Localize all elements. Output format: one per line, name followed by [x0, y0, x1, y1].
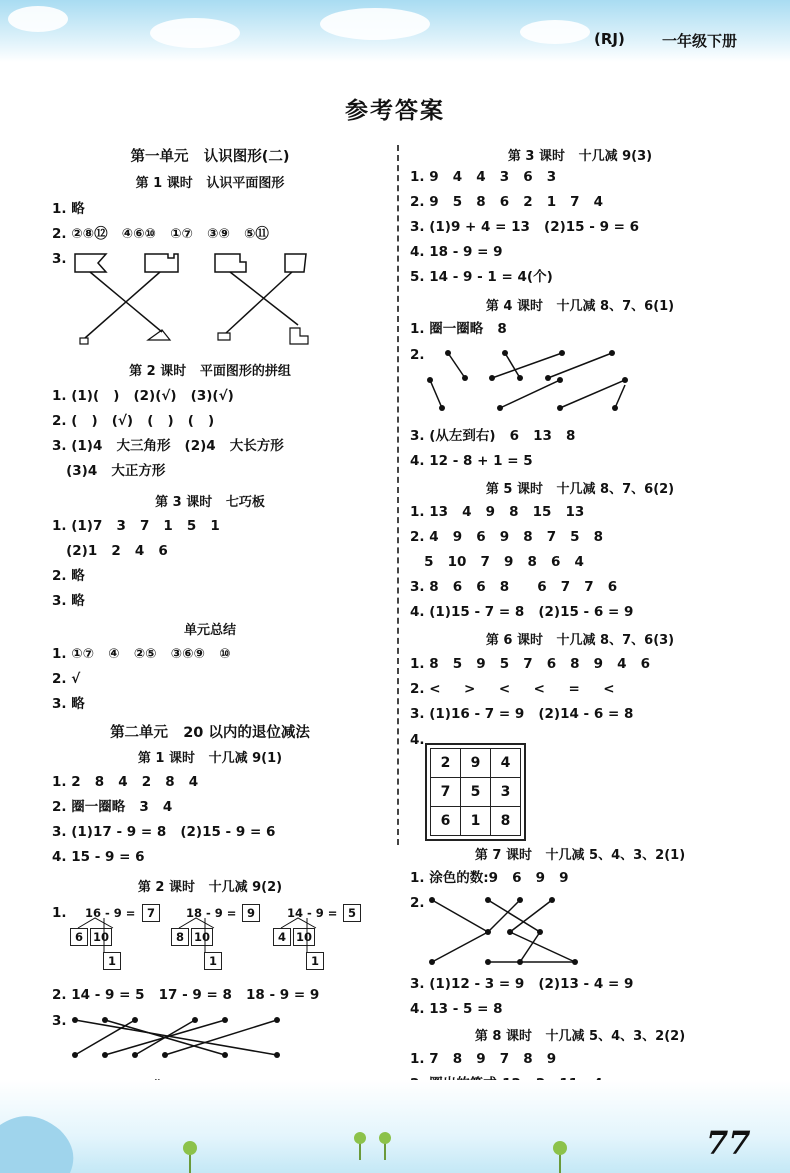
- answer-line: 1. (1)( ) (2)(√) (3)(√): [52, 388, 234, 404]
- lesson-title: 第 2 课时 平面图形的拼组: [129, 364, 291, 379]
- split-box: 1: [103, 952, 121, 970]
- equation-text: 16 - 9 =: [85, 906, 136, 920]
- answer-line: 3. (1)16 - 7 = 9 (2)14 - 6 = 8: [410, 706, 634, 722]
- answer-line: 4. 12 - 8 + 1 = 5: [410, 453, 533, 469]
- answer-line: (2)1 2 4 6: [52, 543, 168, 559]
- answer-line: 2. 略: [52, 568, 85, 584]
- answer-line: 1. 8 5 9 5 7 6 8 9 4 6: [410, 656, 651, 672]
- answer-line: 1. 9 4 4 3 6 3: [410, 169, 557, 185]
- answer-box: 7: [142, 904, 160, 922]
- answer-line: 1. (1)7 3 7 1 5 1: [52, 518, 220, 534]
- lesson-title: 第 8 课时 十几减 5、4、3、2(2): [474, 1029, 686, 1044]
- answer-line: 2. ( ) (√) ( ) ( ): [52, 413, 215, 429]
- answer-line: 2. 4 9 6 9 8 7 5 8: [410, 529, 604, 545]
- lesson-title: 第 6 课时 十几减 8、7、6(3): [485, 633, 675, 648]
- answer-line: 3. 8 6 6 8 6 7 7 6: [410, 579, 618, 595]
- answer-line: 1. 2 8 4 2 8 4: [52, 774, 199, 790]
- answer-line: 3.: [52, 251, 67, 267]
- answer-line: 3. (1)17 - 9 = 8 (2)15 - 9 = 6: [52, 824, 276, 840]
- grid-cell: 5: [461, 778, 491, 807]
- answer-box: 5: [343, 904, 361, 922]
- answer-line: 2. 14 - 9 = 5 17 - 9 = 8 18 - 9 = 9: [52, 987, 320, 1003]
- answer-line: 1. 圈一圈略 8: [410, 321, 507, 337]
- summary-title: 单元总结: [183, 623, 236, 638]
- answer-line: 4. (1)15 - 7 = 8 (2)15 - 6 = 9: [410, 604, 634, 620]
- split-box: 1: [204, 952, 222, 970]
- grade-label: 一年级下册: [662, 32, 738, 50]
- split-box: 10: [293, 928, 315, 946]
- lesson-title: 第 3 课时 七巧板: [155, 495, 265, 510]
- split-box: 1: [306, 952, 324, 970]
- answer-line: 2.: [410, 895, 425, 911]
- split-box: 10: [90, 928, 112, 946]
- answer-line: 2. √: [52, 671, 81, 687]
- grid-cell: 4: [491, 749, 521, 778]
- grid-cell: 7: [431, 778, 461, 807]
- grid-cell: 6: [431, 807, 461, 836]
- answer-box: 9: [242, 904, 260, 922]
- answer-line: 3. 略: [52, 696, 85, 712]
- unit-title: 第一单元 认识图形(二): [130, 149, 290, 165]
- split-box: 4: [273, 928, 291, 946]
- split-box: 6: [70, 928, 88, 946]
- grid-cell: 8: [491, 807, 521, 836]
- grid-cell: 2: [431, 749, 461, 778]
- lesson-title: 第 1 课时 十几减 9(1): [137, 751, 283, 766]
- grid-cell: 1: [461, 807, 491, 836]
- lesson-title: 第 4 课时 十几减 8、7、6(1): [485, 299, 675, 314]
- answer-line: 4.: [410, 732, 425, 748]
- equation-text: 14 - 9 =: [287, 906, 338, 920]
- lesson-title: 第 1 课时 认识平面图形: [135, 176, 285, 191]
- answer-line: 4. 13 - 5 = 8: [410, 1001, 503, 1017]
- answer-line: 2. ②⑧⑫ ④⑥⑩ ①⑦ ③⑨ ⑤⑪: [52, 226, 269, 242]
- page-title: 参考答案: [345, 98, 445, 124]
- page-number: 77: [706, 1124, 751, 1162]
- answer-line: 3. (从左到右) 6 13 8: [410, 428, 576, 444]
- answer-line: (3)4 大正方形: [52, 463, 166, 479]
- answer-line: 1. 涂色的数:9 6 9 9: [410, 870, 569, 886]
- answer-line: 5. 14 - 9 - 1 = 4(个): [410, 269, 553, 285]
- edition-tag: (RJ): [594, 30, 625, 48]
- answer-line: 3. 略: [52, 593, 85, 609]
- answer-line: 1.: [52, 905, 67, 921]
- unit-title: 第二单元 20 以内的退位减法: [110, 725, 310, 741]
- split-box: 8: [171, 928, 189, 946]
- answer-line: 1. 7 8 9 7 8 9: [410, 1051, 557, 1067]
- answer-line: 3.: [52, 1013, 67, 1029]
- answer-line: 3. (1)9 + 4 = 13 (2)15 - 9 = 6: [410, 219, 640, 235]
- answer-line: 2. 9 5 8 6 2 1 7 4: [410, 194, 604, 210]
- answer-line: 4. 18 - 9 = 9: [410, 244, 503, 260]
- answer-line: 1. 略: [52, 201, 85, 217]
- lesson-title: 第 5 课时 十几减 8、7、6(2): [485, 482, 675, 497]
- lesson-title: 第 7 课时 十几减 5、4、3、2(1): [474, 848, 686, 863]
- answer-line: 4. 15 - 9 = 6: [52, 849, 145, 865]
- answer-line: 2.: [410, 347, 425, 363]
- answer-line: 1. 13 4 9 8 15 13: [410, 504, 585, 520]
- answer-line: 3. (1)12 - 3 = 9 (2)13 - 4 = 9: [410, 976, 634, 992]
- grid-cell: 9: [461, 749, 491, 778]
- grid-cell: 3: [491, 778, 521, 807]
- lesson-title: 第 3 课时 十几减 9(3): [507, 149, 653, 164]
- answer-line: 1. ①⑦ ④ ②⑤ ③⑥⑨ ⑩: [52, 646, 231, 662]
- split-box: 10: [191, 928, 213, 946]
- answer-line: 3. (1)4 大三角形 (2)4 大长方形: [52, 438, 284, 454]
- equation-text: 18 - 9 =: [186, 906, 237, 920]
- answer-line: 5 10 7 9 8 6 4: [410, 554, 584, 570]
- answer-line: 2. < > < < = <: [410, 681, 615, 697]
- answer-line: 2. 圈一圈略 3 4: [52, 799, 173, 815]
- lesson-title: 第 2 课时 十几减 9(2): [137, 880, 283, 895]
